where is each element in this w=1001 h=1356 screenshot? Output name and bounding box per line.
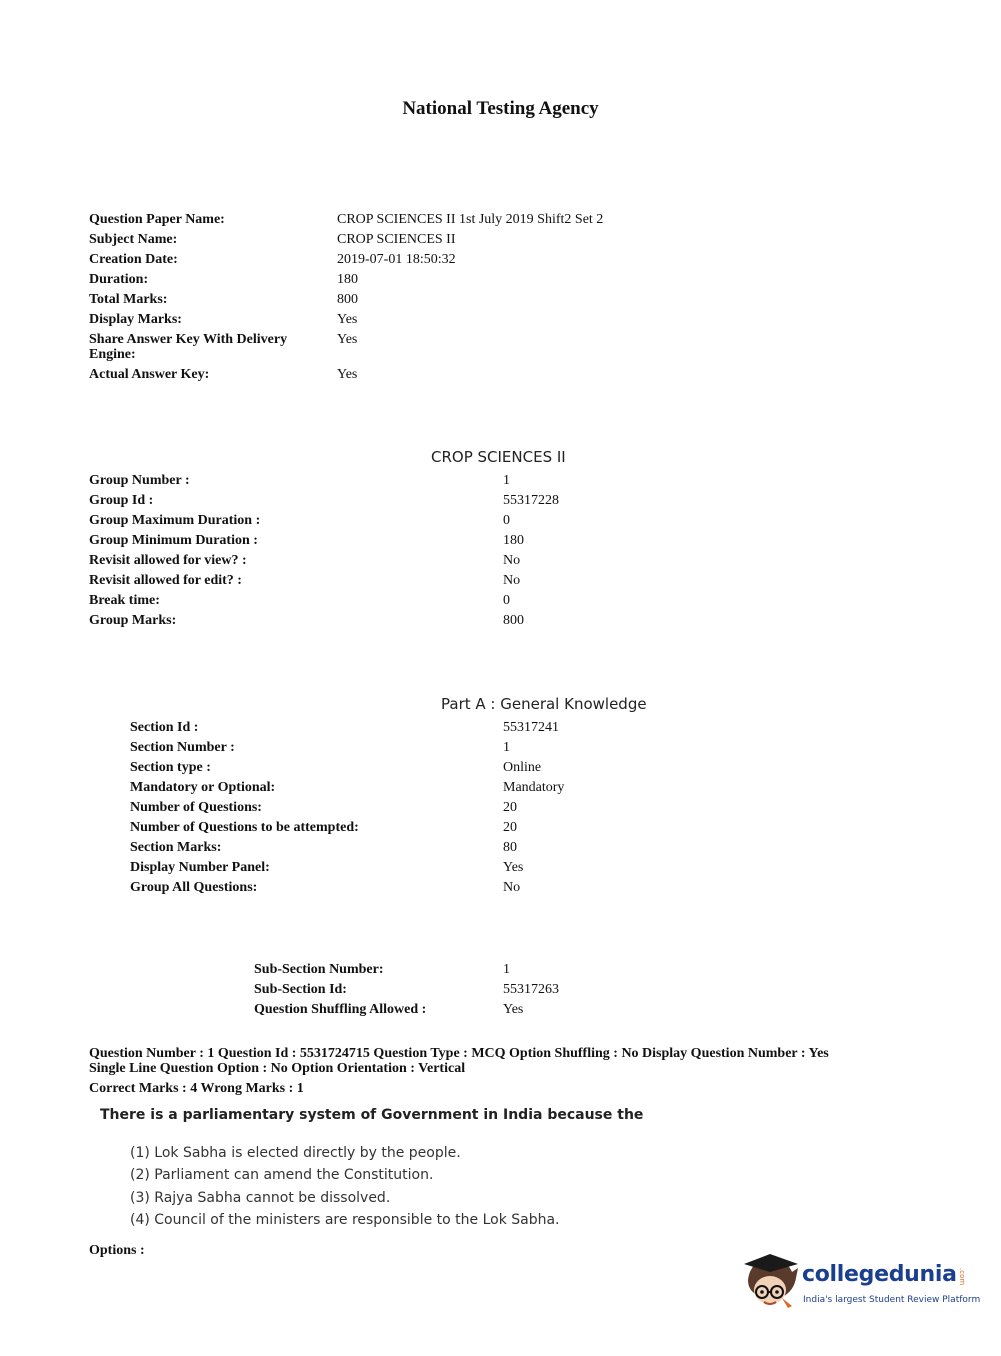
question-meta-line2: Single Line Question Option : No Option Orientation : Vertical: [89, 1061, 466, 1076]
collegedunia-watermark: [740, 1250, 981, 1312]
field-label: Display Marks:: [89, 312, 182, 327]
field-value: 800: [337, 292, 358, 307]
field-label: Question Shuffling Allowed :: [254, 1002, 427, 1017]
mascot-icon: [740, 1250, 800, 1310]
field-value: 2019-07-01 18:50:32: [337, 252, 456, 267]
field-value: No: [503, 553, 521, 568]
field-label: Display Number Panel:: [130, 860, 270, 875]
field-value: Yes: [503, 1002, 524, 1017]
question-marks: Correct Marks : 4 Wrong Marks : 1: [89, 1081, 304, 1096]
field-value: 1: [503, 740, 510, 755]
brand-name: collegedunia: [802, 1262, 957, 1287]
field-label: Section Number :: [130, 740, 235, 755]
field-label: Mandatory or Optional:: [130, 780, 276, 795]
field-label: Section Id :: [130, 720, 199, 735]
field-label: Revisit allowed for view? :: [89, 553, 247, 568]
field-value: 1: [503, 962, 510, 977]
field-label: Creation Date:: [89, 252, 178, 267]
field-label: Group Maximum Duration :: [89, 513, 261, 528]
question-text: There is a parliamentary system of Government in India because the: [100, 1107, 644, 1123]
field-label: Number of Questions to be attempted:: [130, 820, 359, 835]
option-3: (3) Rajya Sabha cannot be dissolved.: [130, 1190, 391, 1206]
field-value: 20: [503, 800, 517, 815]
field-value: No: [503, 573, 521, 588]
brand-tagline: India's largest Student Review Platform: [803, 1295, 981, 1305]
field-value: Yes: [337, 367, 358, 382]
option-4: (4) Council of the ministers are responsible to the Lok Sabha.: [130, 1212, 560, 1228]
brand-com: .com: [958, 1268, 966, 1286]
field-label: Section type :: [130, 760, 211, 775]
field-label: Subject Name:: [89, 232, 178, 247]
field-label: Section Marks:: [130, 840, 222, 855]
field-value: Yes: [337, 312, 358, 327]
field-label: Group Number :: [89, 473, 190, 488]
field-value: 55317241: [503, 720, 559, 735]
field-label: Group All Questions:: [130, 880, 258, 895]
field-label: Number of Questions:: [130, 800, 262, 815]
field-label: Sub-Section Id:: [254, 982, 347, 997]
field-value: 180: [503, 533, 524, 548]
field-value: 800: [503, 613, 524, 628]
page-title: National Testing Agency: [402, 98, 599, 119]
option-1: (1) Lok Sabha is elected directly by the people.: [130, 1145, 461, 1161]
options-label: Options :: [89, 1243, 145, 1258]
field-value: Yes: [337, 332, 358, 347]
field-value: 180: [337, 272, 358, 287]
field-label: Sub-Section Number:: [254, 962, 384, 977]
field-label: Group Minimum Duration :: [89, 533, 258, 548]
section-heading: Part A : General Knowledge: [441, 695, 647, 713]
field-label: Revisit allowed for edit? :: [89, 573, 242, 588]
field-value: 0: [503, 513, 510, 528]
field-label: Break time:: [89, 593, 160, 608]
field-label: Total Marks:: [89, 292, 168, 307]
field-label: Duration:: [89, 272, 149, 287]
field-value: 55317263: [503, 982, 559, 997]
field-value: 55317228: [503, 493, 559, 508]
field-label: Question Paper Name:: [89, 212, 225, 227]
field-label: Share Answer Key With Delivery: [89, 332, 288, 347]
field-value: Mandatory: [503, 780, 565, 795]
field-label: Group Marks:: [89, 613, 177, 628]
field-value: 0: [503, 593, 510, 608]
group-heading: CROP SCIENCES II: [431, 448, 566, 466]
field-value: 20: [503, 820, 517, 835]
question-meta-line1: Question Number : 1 Question Id : 5531724715 Question Type : MCQ Option Shuffling : No Display Question Number : Yes: [89, 1046, 829, 1061]
field-value: CROP SCIENCES II 1st July 2019 Shift2 Set 2: [337, 212, 604, 227]
field-value: Online: [503, 760, 542, 775]
field-label-continued: Engine:: [89, 347, 136, 362]
option-2: (2) Parliament can amend the Constitution.: [130, 1167, 434, 1183]
field-value: 1: [503, 473, 510, 488]
field-value: 80: [503, 840, 517, 855]
field-value: No: [503, 880, 521, 895]
field-value: Yes: [503, 860, 524, 875]
field-value: CROP SCIENCES II: [337, 232, 456, 247]
field-label: Group Id :: [89, 493, 154, 508]
field-label: Actual Answer Key:: [89, 367, 210, 382]
